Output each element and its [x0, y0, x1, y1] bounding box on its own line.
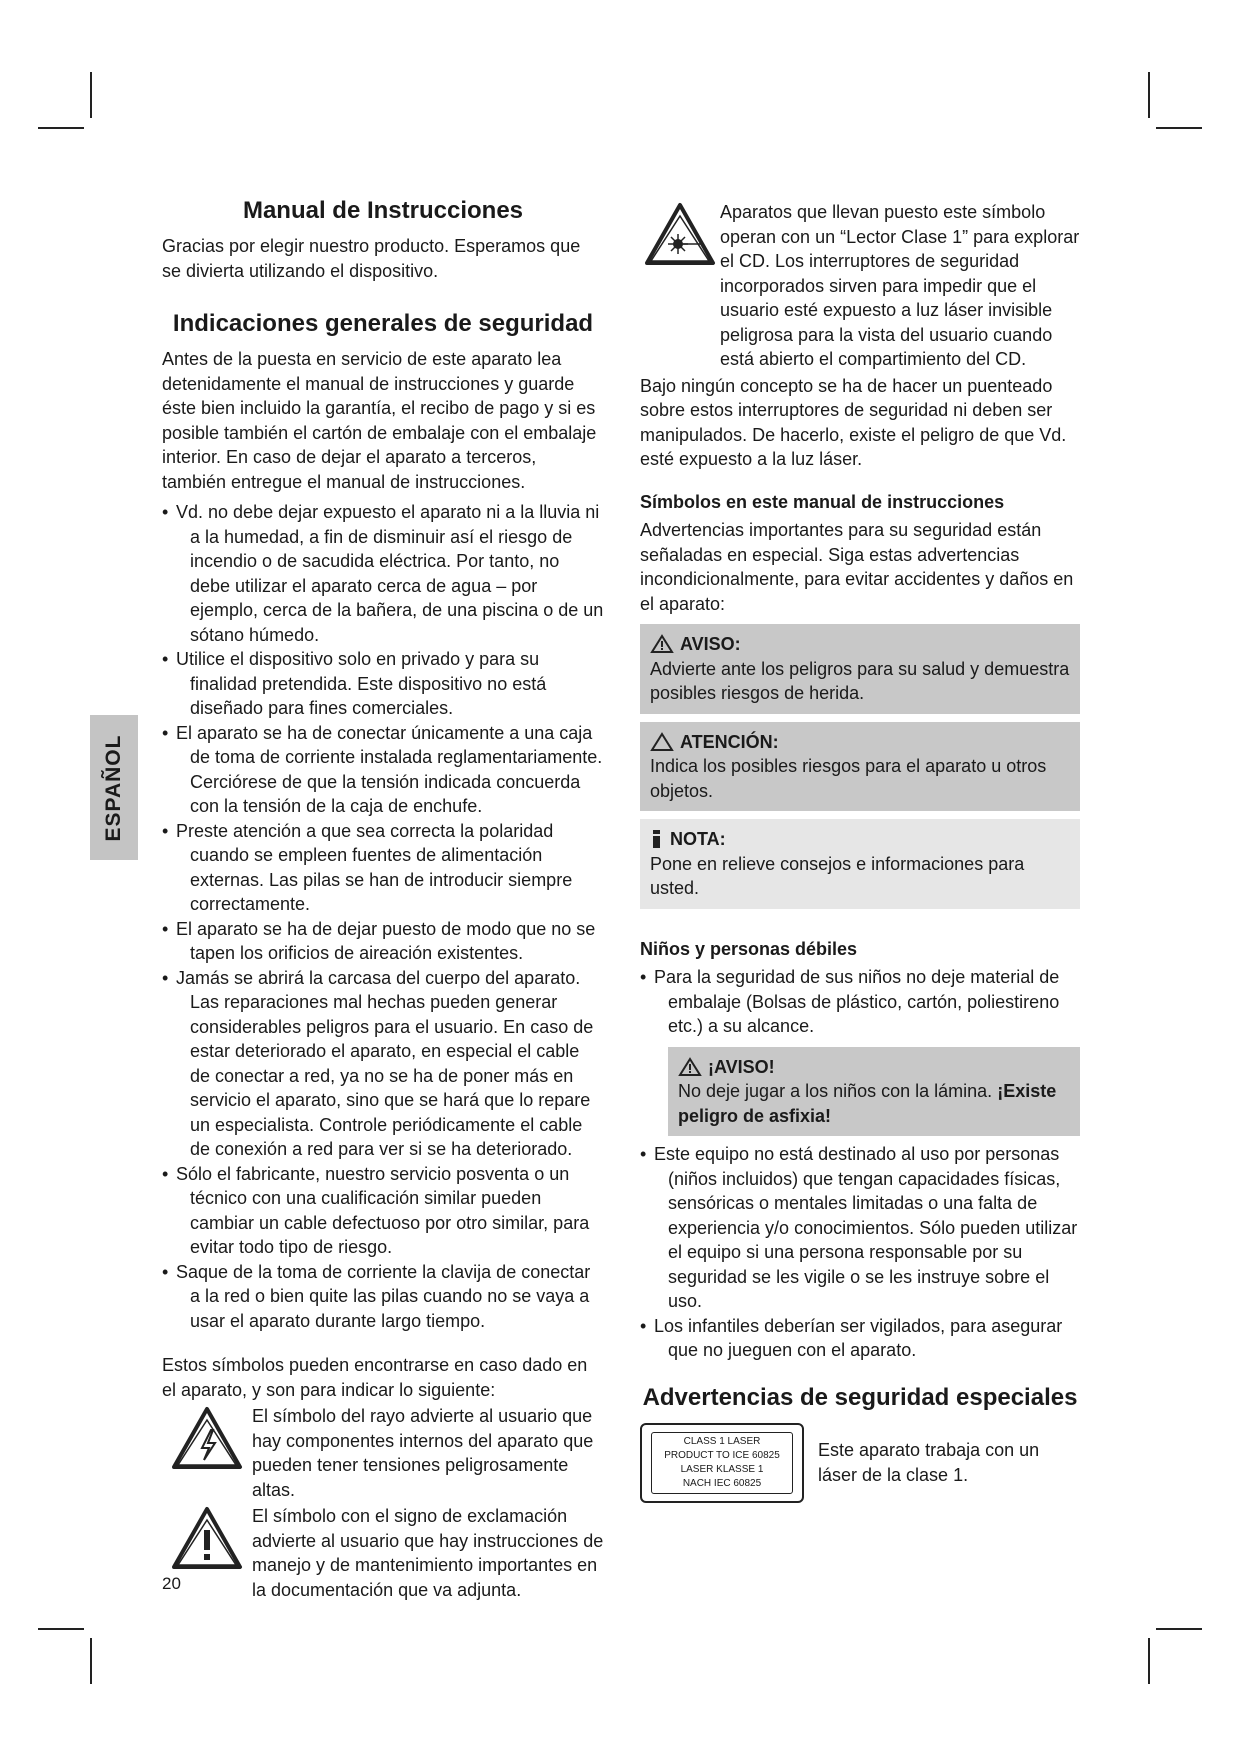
crop-mark [38, 127, 84, 129]
symbols-intro: Estos símbolos pueden encontrarse en caso dado en el aparato, y son para indicar lo siguiente: [162, 1355, 588, 1400]
crop-mark [1148, 72, 1150, 118]
intro-text: Gracias por elegir nuestro producto. Esperamos que se divierta utilizando el dispositivo. [162, 236, 581, 281]
laser-symbol-row [640, 200, 1080, 372]
aviso-text: Advierte ante los peligros para su salud y demuestra posibles riesgos de herida. [650, 658, 1070, 703]
crop-mark [1156, 127, 1202, 129]
list-item: • Saque de la toma de corriente la clavija de conectar a la red o bien quite las pilas cuando no se vaya a usar el aparato durante largo tiempo. [162, 1260, 604, 1334]
exclamation-warning-icon [162, 1504, 252, 1570]
lightning-symbol-row [162, 1404, 604, 1502]
laser-class-label [640, 1423, 804, 1503]
child-aviso-body [678, 1079, 1070, 1128]
laser-label-line: CLASS 1 LASER [683, 1435, 761, 1447]
warning-triangle-icon [678, 1057, 702, 1077]
list-item: • Este equipo no está destinado al uso por personas (niños incluidos) que tengan capacidades físicas, sensóricas o mentales limitadas o una falta de experiencia y/o conocimientos. Sólo pueden utilizar el equipo si una persona responsable por su seguridad se les vigile o se les instruye sobre el uso. [640, 1142, 1080, 1314]
nota-box [640, 819, 1080, 909]
laser-class-text: Este aparato trabaja con un láser de la clase 1. [818, 1440, 1040, 1485]
list-item: • Para la seguridad de sus niños no deje material de embalaje (Bolsas de plástico, cartón, poliestireno etc.) a su alcance. [640, 965, 1080, 1039]
aviso-box [640, 624, 1080, 714]
child-aviso-title: ¡AVISO! [708, 1056, 775, 1077]
atencion-title: ATENCIÓN: [680, 731, 779, 752]
laser-label-line: NACH IEC 60825 [682, 1477, 762, 1489]
atencion-box [640, 722, 1080, 812]
crop-mark [38, 1628, 84, 1630]
manual-symbols-text: Advertencias importantes para su seguridad están señaladas en especial. Siga estas advertencias incondicionalmente, para evitar accidentes y daños en el aparato: [640, 520, 1074, 614]
manual-symbols-title: Símbolos en este manual de instrucciones [640, 491, 1005, 512]
info-icon [650, 829, 664, 849]
right-column [640, 200, 1080, 1503]
exclamation-symbol-text: El símbolo con el signo de exclamación advierte al usuario que hay instrucciones de manejo y de mantenimiento importantes en la documentación que va adjunta. [252, 1506, 604, 1600]
nota-title: NOTA: [670, 829, 726, 849]
children-title: Niños y personas débiles [640, 938, 858, 959]
crop-mark [1156, 1628, 1202, 1630]
children-list-cont [640, 1142, 1080, 1363]
list-item: • Sólo el fabricante, nuestro servicio posventa o un técnico con una cualificación similar pueden cambiar un cable defectuoso por otro similar, para evitar todo tipo de riesgo. [162, 1162, 604, 1260]
warning-triangle-icon [650, 634, 674, 654]
lightning-warning-icon [162, 1404, 252, 1470]
left-column [162, 196, 604, 1602]
list-item: • Preste atención a que sea correcta la polaridad cuando se empleen fuentes de alimentación externas. Las pilas se han de introducir siempre correctamente. [162, 819, 604, 917]
crop-mark [90, 72, 92, 118]
exclamation-symbol-row [162, 1504, 604, 1602]
language-tab [90, 715, 138, 860]
page-number: 20 [162, 1574, 181, 1593]
laser-symbol-text: Aparatos que llevan puesto este símbolo operan con un “Lector Clase 1” para explorar el CD. Los interruptores de seguridad incorporados sirven para impedir que el usuario esté expuesto a luz láser invisible peligrosa para la vista del usuario cuando está abierto el compartimiento del CD. [720, 202, 1080, 369]
child-aviso-bold: ¡Existe peligro de asfixia! [678, 1081, 1057, 1126]
list-item: • Los infantiles deberían ser vigilados, para asegurar que no jueguen con el aparato. [640, 1314, 1080, 1363]
safety-list [162, 500, 604, 1333]
list-item: • Vd. no debe dejar expuesto el aparato ni a la lluvia ni a la humedad, a fin de disminuir así el riesgo de incendio o de sacudida eléctrica. Por tanto, no debe utilizar el aparato cerca de agua – por ejemplo, cerca de la bañera, de una piscina o de un sótano húmedo. [162, 500, 604, 647]
list-item: • Jamás se abrirá la carcasa del cuerpo del aparato. Las reparaciones mal hechas pueden generar considerables peligros para el usuario. En caso de estar deteriorado el aparato, en especial el cable de conectar a red, ya no se ha de poner más en servicio el aparato, sino que se hará que lo repare un especialista. Controle periódicamente el cable de conexión a red para ver si se ha deteriorado. [162, 966, 604, 1162]
children-list [640, 965, 1080, 1039]
language-tab-label: ESPAÑOL [102, 734, 125, 841]
list-item: • El aparato se ha de conectar únicamente a una caja de toma de corriente instalada reglamentariamente. Cerciórese de que la tensión indicada concuerda con la tensión de la caja de enchufe. [162, 721, 604, 819]
laser-label-line: LASER KLASSE 1 [680, 1463, 764, 1475]
laser-label-line: PRODUCT TO ICE 60825 [664, 1449, 780, 1461]
bypass-text: Bajo ningún concepto se ha de hacer un puenteado sobre estos interruptores de seguridad ni deben ser manipulados. De hacerlo, existe el peligro de que Vd. esté expuesto a la luz láser. [640, 375, 1067, 469]
child-aviso-text: No deje jugar a los niños con la lámina. [678, 1081, 993, 1101]
crop-mark [1148, 1638, 1150, 1684]
aviso-title: AVISO: [680, 634, 741, 654]
crop-mark [90, 1638, 92, 1684]
list-item: • El aparato se ha de dejar puesto de modo que no se tapen los orificios de aireación existentes. [162, 917, 604, 966]
manual-title: Manual de Instrucciones [242, 197, 524, 224]
caution-triangle-icon [650, 732, 674, 752]
safety-intro: Antes de la puesta en servicio de este aparato lea detenidamente el manual de instrucciones y guarde éste bien incluido la garantía, el recibo de pago y si es posible también el cartón de embalaje con el embalaje interior. En caso de dejar el aparato a terceros, también entregue el manual de instrucciones. [162, 349, 597, 492]
child-aviso-box [668, 1047, 1080, 1137]
list-item: • Utilice el dispositivo solo en privado y para su finalidad pretendida. Este dispositivo no está diseñado para fines comerciales. [162, 647, 604, 721]
atencion-text: Indica los posibles riesgos para el aparato u otros objetos. [650, 756, 1047, 801]
lightning-symbol-text: El símbolo del rayo advierte al usuario que hay componentes internos del aparato que pueden tener tensiones peligrosamente altas. [252, 1406, 594, 1500]
nota-text: Pone en relieve consejos e informaciones para usted. [650, 853, 1025, 898]
safety-title: Indicaciones generales de seguridad [172, 310, 594, 337]
laser-class-row [640, 1423, 1080, 1503]
laser-warning-icon [640, 200, 720, 266]
special-title: Advertencias de seguridad especiales [642, 1383, 1078, 1411]
